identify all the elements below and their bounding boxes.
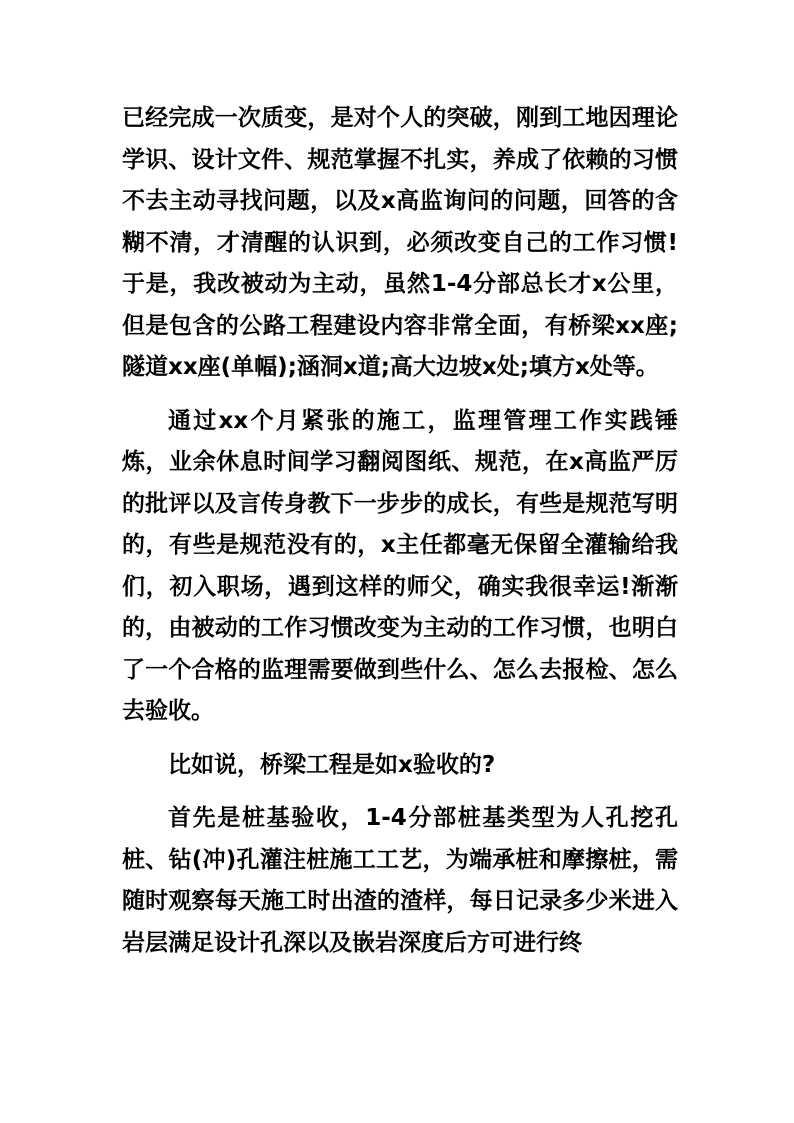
document-page [122,98,678,964]
paragraph-3: 比如说，桥梁工程是如x验收的? [168,751,496,778]
paragraph-1: 已经完成一次质变，是对个人的突破，刚到工地因理论学识、设计文件、规范掌握不扎实，养成了依赖的习惯不去主动寻找问题，以及x高监询问的问题，回答的含糊不清，才清醒的认识到，必须改变自己的工作习惯!于是，我改被动为主动，虽然1-4分部总长才x公里，但是包含的公路工程建设内容非常全面，有桥梁xx座;隧道xx座(单幅);涵洞x道;高大边坡x处;填方x处等。 [122,105,678,380]
paragraph-2: 通过xx个月紧张的施工，监理管理工作实践锤炼，业余休息时间学习翻阅图纸、规范，在x高监严厉的批评以及言传身教下一步步的成长，有些是规范写明的，有些是规范没有的，x主任都毫无保留全灌输给我们，初入职场，遇到这样的师父，确实我很幸运!渐渐的，由被动的工作习惯改变为主动的工作习惯，也明白了一个合格的监理需要做到些什么、怎么去报检、怎么去验收。 [122,407,678,724]
paragraph-4: 首先是桩基验收，1-4分部桩基类型为人孔挖孔桩、钻(冲)孔灌注桩施工工艺，为端承桩和摩擦桩，需随时观察每天施工时出渣的渣样，每日记录多少米进入岩层满足设计孔深以及嵌岩深度后方可进行终 [122,805,678,956]
